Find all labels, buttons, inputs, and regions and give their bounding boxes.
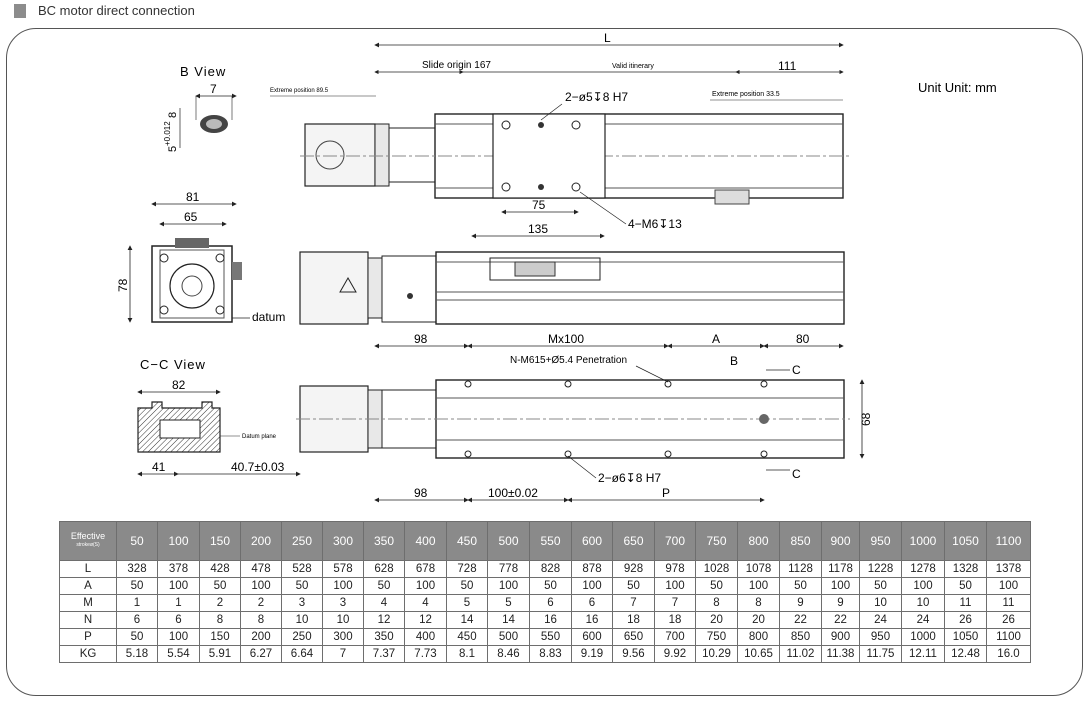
table-cell: 100 xyxy=(655,578,696,595)
bottom-dim-98-bot: 98 xyxy=(414,486,428,500)
table-cell: 250 xyxy=(282,629,323,646)
stroke-header: 750 xyxy=(696,522,738,561)
top-dim-L: L xyxy=(604,31,611,45)
bottom-dim-80: 80 xyxy=(796,332,810,346)
table-cell: 11.38 xyxy=(822,646,860,663)
table-cell: 900 xyxy=(822,629,860,646)
table-cell: 50 xyxy=(117,578,158,595)
stroke-header: 200 xyxy=(241,522,282,561)
stroke-header: 600 xyxy=(572,522,613,561)
table-cell: 3 xyxy=(282,595,323,612)
stroke-header: 1000 xyxy=(902,522,945,561)
table-cell: 5.91 xyxy=(200,646,241,663)
cc-view-dim-407: 40.7±0.03 xyxy=(231,460,285,474)
end-view-datum: datum xyxy=(252,310,286,324)
table-cell: 10 xyxy=(860,595,902,612)
table-cell: 2 xyxy=(241,595,282,612)
table-cell: 2 xyxy=(200,595,241,612)
table-cell: 8.83 xyxy=(530,646,572,663)
row-label: KG xyxy=(60,646,117,663)
stroke-header: 700 xyxy=(655,522,696,561)
table-cell: 400 xyxy=(405,629,447,646)
table-cell: 578 xyxy=(323,561,364,578)
table-cell: 100 xyxy=(158,629,200,646)
table-cell: 50 xyxy=(117,629,158,646)
table-cell: 50 xyxy=(945,578,987,595)
b-view-dim-width: 7 xyxy=(210,82,217,96)
table-cell: 20 xyxy=(738,612,780,629)
table-cell: 200 xyxy=(241,629,282,646)
table-cell: 100 xyxy=(987,578,1031,595)
table-cell: 9 xyxy=(780,595,822,612)
row-label: L xyxy=(60,561,117,578)
stroke-header: 550 xyxy=(530,522,572,561)
table-row xyxy=(60,612,1031,629)
table-cell: 6 xyxy=(530,595,572,612)
table-cell: 9.19 xyxy=(572,646,613,663)
side-view xyxy=(300,252,844,324)
table-cell: 50 xyxy=(613,578,655,595)
table-cell: 50 xyxy=(200,578,241,595)
table-cell: 8.46 xyxy=(488,646,530,663)
stroke-header: 1100 xyxy=(987,522,1031,561)
table-cell: 528 xyxy=(282,561,323,578)
table-cell: 11.02 xyxy=(780,646,822,663)
table-cell: 50 xyxy=(530,578,572,595)
cc-view-dim-82: 82 xyxy=(172,378,186,392)
table-cell: 928 xyxy=(613,561,655,578)
table-cell: 1328 xyxy=(945,561,987,578)
table-cell: 800 xyxy=(738,629,780,646)
stroke-header: 400 xyxy=(405,522,447,561)
cc-view-datum-plane: Datum plane xyxy=(242,434,277,440)
table-cell: 8 xyxy=(696,595,738,612)
table-cell: 5.54 xyxy=(158,646,200,663)
table-cell: 9.92 xyxy=(655,646,696,663)
stroke-header: 500 xyxy=(488,522,530,561)
top-view xyxy=(270,31,850,236)
table-cell: 100 xyxy=(822,578,860,595)
table-cell: 878 xyxy=(572,561,613,578)
cc-view-title: C−C View xyxy=(140,357,206,372)
row-label: M xyxy=(60,595,117,612)
table-cell: 1128 xyxy=(780,561,822,578)
top-dim-135: 135 xyxy=(528,222,549,236)
stroke-header: 450 xyxy=(447,522,488,561)
bottom-label-B: B xyxy=(730,354,739,368)
table-cell: 828 xyxy=(530,561,572,578)
table-cell: 1378 xyxy=(987,561,1031,578)
table-cell: 478 xyxy=(241,561,282,578)
table-row xyxy=(60,629,1031,646)
table-cell: 7 xyxy=(655,595,696,612)
stroke-header: 50 xyxy=(117,522,158,561)
table-cell: 11 xyxy=(945,595,987,612)
table-cell: 10 xyxy=(902,595,945,612)
spec-header-row xyxy=(60,522,1031,561)
table-cell: 728 xyxy=(447,561,488,578)
row-label: P xyxy=(60,629,117,646)
top-slide-origin: Slide origin 167 xyxy=(422,60,491,71)
table-cell: 7.37 xyxy=(364,646,405,663)
table-row xyxy=(60,578,1031,595)
table-cell: 50 xyxy=(696,578,738,595)
end-view-dim-78: 78 xyxy=(116,278,130,292)
table-cell: 100 xyxy=(488,578,530,595)
table-cell: 100 xyxy=(902,578,945,595)
bottom-dim-98-top: 98 xyxy=(414,332,428,346)
stroke-header: 350 xyxy=(364,522,405,561)
row-label: N xyxy=(60,612,117,629)
bottom-dim-P: P xyxy=(662,486,671,500)
top-thread-label: 4−M6↧13 xyxy=(628,217,682,231)
table-cell: 100 xyxy=(241,578,282,595)
table-cell: 450 xyxy=(447,629,488,646)
bottom-label-C-bot: C xyxy=(792,467,801,481)
table-cell: 20 xyxy=(696,612,738,629)
stroke-header: 950 xyxy=(860,522,902,561)
top-dim-75: 75 xyxy=(532,198,546,212)
table-cell: 8 xyxy=(241,612,282,629)
table-cell: 300 xyxy=(323,629,364,646)
table-cell: 6.64 xyxy=(282,646,323,663)
spec-table xyxy=(59,521,1031,663)
table-cell: 678 xyxy=(405,561,447,578)
b-view-dim-slot: 5 xyxy=(167,145,179,152)
table-cell: 18 xyxy=(655,612,696,629)
table-cell: 100 xyxy=(572,578,613,595)
unit-label: Unit Unit: mm xyxy=(918,80,997,95)
cc-view-dim-41: 41 xyxy=(152,460,166,474)
bottom-dim-100: 100±0.02 xyxy=(488,486,538,500)
table-cell: 1028 xyxy=(696,561,738,578)
table-cell: 6 xyxy=(117,612,158,629)
table-cell: 1278 xyxy=(902,561,945,578)
top-extreme-left: Extreme position 89.5 xyxy=(270,88,329,94)
table-cell: 1178 xyxy=(822,561,860,578)
table-cell: 350 xyxy=(364,629,405,646)
table-row xyxy=(60,595,1031,612)
table-cell: 650 xyxy=(613,629,655,646)
table-cell: 8 xyxy=(738,595,780,612)
table-cell: 24 xyxy=(902,612,945,629)
table-cell: 16 xyxy=(530,612,572,629)
bottom-view xyxy=(296,332,873,500)
end-view xyxy=(116,190,285,324)
table-cell: 1228 xyxy=(860,561,902,578)
top-valid-itinerary: Valid itinerary xyxy=(612,63,654,70)
table-cell: 950 xyxy=(860,629,902,646)
stroke-header: 150 xyxy=(200,522,241,561)
table-cell: 378 xyxy=(158,561,200,578)
table-cell: 1 xyxy=(158,595,200,612)
table-cell: 16 xyxy=(572,612,613,629)
end-view-dim-81: 81 xyxy=(186,190,200,204)
top-extreme-right: Extreme position 33.5 xyxy=(712,91,780,98)
table-cell: 12 xyxy=(364,612,405,629)
table-cell: 850 xyxy=(780,629,822,646)
table-cell: 24 xyxy=(860,612,902,629)
table-cell: 5.18 xyxy=(117,646,158,663)
table-cell: 5 xyxy=(488,595,530,612)
table-cell: 750 xyxy=(696,629,738,646)
table-cell: 12 xyxy=(405,612,447,629)
table-cell: 10 xyxy=(323,612,364,629)
table-cell: 628 xyxy=(364,561,405,578)
table-cell: 50 xyxy=(860,578,902,595)
table-cell: 978 xyxy=(655,561,696,578)
table-cell: 10.29 xyxy=(696,646,738,663)
b-view-title: B View xyxy=(180,64,227,79)
table-cell: 100 xyxy=(738,578,780,595)
page-title: BC motor direct connection xyxy=(38,3,195,18)
table-cell: 7.73 xyxy=(405,646,447,663)
table-cell: 50 xyxy=(447,578,488,595)
table-cell: 428 xyxy=(200,561,241,578)
table-cell: 1 xyxy=(117,595,158,612)
bottom-dim-mx100: Mx100 xyxy=(548,332,585,346)
table-cell: 50 xyxy=(780,578,822,595)
table-cell: 18 xyxy=(613,612,655,629)
stroke-header: 250 xyxy=(282,522,323,561)
table-cell: 150 xyxy=(200,629,241,646)
table-cell: 12.11 xyxy=(902,646,945,663)
stroke-header: 900 xyxy=(822,522,860,561)
table-cell: 16.0 xyxy=(987,646,1031,663)
table-cell: 8 xyxy=(200,612,241,629)
stroke-header: 800 xyxy=(738,522,780,561)
table-cell: 550 xyxy=(530,629,572,646)
table-cell: 1078 xyxy=(738,561,780,578)
table-cell: 22 xyxy=(780,612,822,629)
table-cell: 14 xyxy=(488,612,530,629)
bottom-pin-label: 2−ø6↧8 H7 xyxy=(598,471,662,485)
table-cell: 11.75 xyxy=(860,646,902,663)
table-cell: 6 xyxy=(572,595,613,612)
table-cell: 10 xyxy=(282,612,323,629)
table-cell: 1100 xyxy=(987,629,1031,646)
cc-view xyxy=(138,357,300,474)
table-cell: 11 xyxy=(987,595,1031,612)
table-cell: 328 xyxy=(117,561,158,578)
table-cell: 7 xyxy=(323,646,364,663)
table-cell: 50 xyxy=(364,578,405,595)
bottom-dim-68: 68 xyxy=(859,412,873,426)
table-cell: 5 xyxy=(447,595,488,612)
bottom-penetration: N-M615+Ø5.4 Penetration xyxy=(510,355,628,366)
table-cell: 50 xyxy=(282,578,323,595)
table-cell: 3 xyxy=(323,595,364,612)
table-cell: 778 xyxy=(488,561,530,578)
table-cell: 9 xyxy=(822,595,860,612)
table-cell: 7 xyxy=(613,595,655,612)
stroke-header: 300 xyxy=(323,522,364,561)
table-cell: 6 xyxy=(158,612,200,629)
table-cell: 500 xyxy=(488,629,530,646)
table-cell: 10.65 xyxy=(738,646,780,663)
table-cell: 26 xyxy=(987,612,1031,629)
b-view xyxy=(163,64,236,152)
effective-header: Effective strokeø(S) xyxy=(60,522,117,561)
table-row xyxy=(60,561,1031,578)
row-label: A xyxy=(60,578,117,595)
top-dim-111: 111 xyxy=(778,59,797,73)
table-cell: 4 xyxy=(405,595,447,612)
table-cell: 1000 xyxy=(902,629,945,646)
svg-text:+0.012: +0.012 xyxy=(163,121,172,146)
top-hole-label: 2−ø5↧8 H7 xyxy=(565,90,629,104)
table-cell: 100 xyxy=(158,578,200,595)
b-view-dim-depth: 8 xyxy=(167,111,179,118)
bottom-dim-A: A xyxy=(712,332,721,346)
table-cell: 600 xyxy=(572,629,613,646)
stroke-header: 850 xyxy=(780,522,822,561)
table-cell: 14 xyxy=(447,612,488,629)
end-view-dim-65: 65 xyxy=(184,210,198,224)
bottom-label-C-top: C xyxy=(792,363,801,377)
stroke-header: 650 xyxy=(613,522,655,561)
table-cell: 1050 xyxy=(945,629,987,646)
table-cell: 100 xyxy=(405,578,447,595)
table-cell: 4 xyxy=(364,595,405,612)
table-cell: 6.27 xyxy=(241,646,282,663)
stroke-header: 1050 xyxy=(945,522,987,561)
table-cell: 12.48 xyxy=(945,646,987,663)
table-cell: 700 xyxy=(655,629,696,646)
table-row xyxy=(60,646,1031,663)
stroke-header: 100 xyxy=(158,522,200,561)
table-cell: 26 xyxy=(945,612,987,629)
table-cell: 100 xyxy=(323,578,364,595)
table-cell: 8.1 xyxy=(447,646,488,663)
table-cell: 9.56 xyxy=(613,646,655,663)
table-cell: 22 xyxy=(822,612,860,629)
